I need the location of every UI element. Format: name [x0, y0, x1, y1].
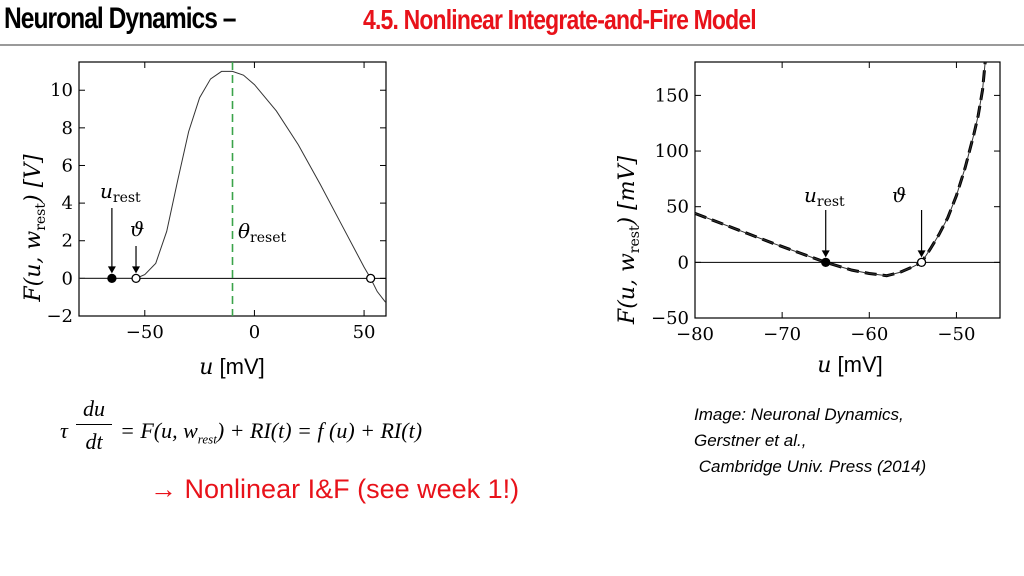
x-tick-label: −50 [125, 322, 164, 343]
resting-point [108, 274, 116, 282]
series-line [695, 62, 985, 276]
theta-reset-annotation: $\theta_{reset}$ [238, 219, 287, 246]
u-rest-annotation: $u_{rest}$ [804, 183, 845, 210]
x-tick-label: −60 [850, 324, 889, 345]
y-tick-label: 4 [61, 193, 73, 215]
note [150, 474, 519, 505]
y-tick-label: 2 [61, 230, 73, 252]
equation-numerator: du [76, 396, 112, 425]
threshold-point [918, 258, 926, 266]
y-tick-label: −2 [46, 306, 73, 327]
image-credit [694, 402, 926, 480]
equation-rhs-part: ) + RI(t) = f (u) + RI(t) [216, 418, 423, 443]
y-axis-label: F(u, $w_{rest}$) [V] [21, 154, 49, 302]
chart-right [604, 50, 1024, 390]
plot-frame [695, 62, 1000, 318]
equation-fraction [76, 396, 112, 455]
slide-title: Neuronal Dynamics – [4, 2, 236, 35]
y-tick-label: −50 [651, 308, 689, 329]
annotation-arrowhead [132, 266, 140, 273]
slide-subtitle: 4.5. Nonlinear Integrate-and-Fire Model [363, 4, 756, 35]
y-tick-label: 10 [50, 80, 73, 102]
credit-line: Image: Neuronal Dynamics, [694, 405, 904, 424]
title-bar [0, 0, 1024, 44]
y-tick-label: 8 [61, 117, 73, 139]
u-rest-annotation: $u_{rest}$ [100, 179, 141, 206]
credit-line: Cambridge Univ. Press (2014) [694, 457, 927, 476]
equation-denominator: dt [85, 429, 103, 454]
x-tick-label: −80 [676, 324, 714, 345]
annotation-arrowhead [918, 250, 926, 257]
y-tick-label: 100 [654, 141, 689, 163]
threshold-point [132, 274, 140, 282]
x-tick-label: −70 [763, 324, 802, 345]
threshold-annotation: ϑ [892, 183, 907, 207]
series-line-dashed [695, 62, 985, 276]
annotation-arrowhead [822, 250, 830, 257]
annotation-arrowhead [108, 266, 116, 273]
equation-rhs [120, 418, 422, 447]
note-text: Nonlinear I&F (see week 1!) [184, 474, 520, 504]
equation-tau: τ [60, 418, 68, 443]
x-axis-label: u [mV] [817, 352, 883, 378]
equation-rhs-part: = F(u, w [120, 418, 198, 443]
y-tick-label: 6 [61, 155, 73, 177]
y-axis-label: F(u, $w_{rest}$) [mV] [615, 155, 643, 325]
right-arrow-icon: → [150, 474, 177, 504]
threshold-point [367, 274, 375, 282]
title-divider [0, 44, 1024, 46]
x-tick-label: −50 [937, 324, 976, 345]
y-tick-label: 150 [654, 85, 689, 107]
y-tick-label: 50 [666, 196, 689, 218]
chart-left [0, 50, 400, 390]
equation-rhs-subscript: rest [197, 431, 217, 447]
resting-point [822, 258, 830, 266]
x-tick-label: 50 [352, 322, 376, 343]
x-tick-label: 0 [248, 322, 261, 343]
x-axis-label: u [mV] [199, 354, 265, 380]
y-tick-label: 0 [677, 252, 689, 274]
y-tick-label: 0 [61, 268, 73, 290]
equation [56, 390, 576, 470]
threshold-annotation: ϑ [130, 217, 145, 241]
credit-line: Gerstner et al., [694, 431, 807, 450]
